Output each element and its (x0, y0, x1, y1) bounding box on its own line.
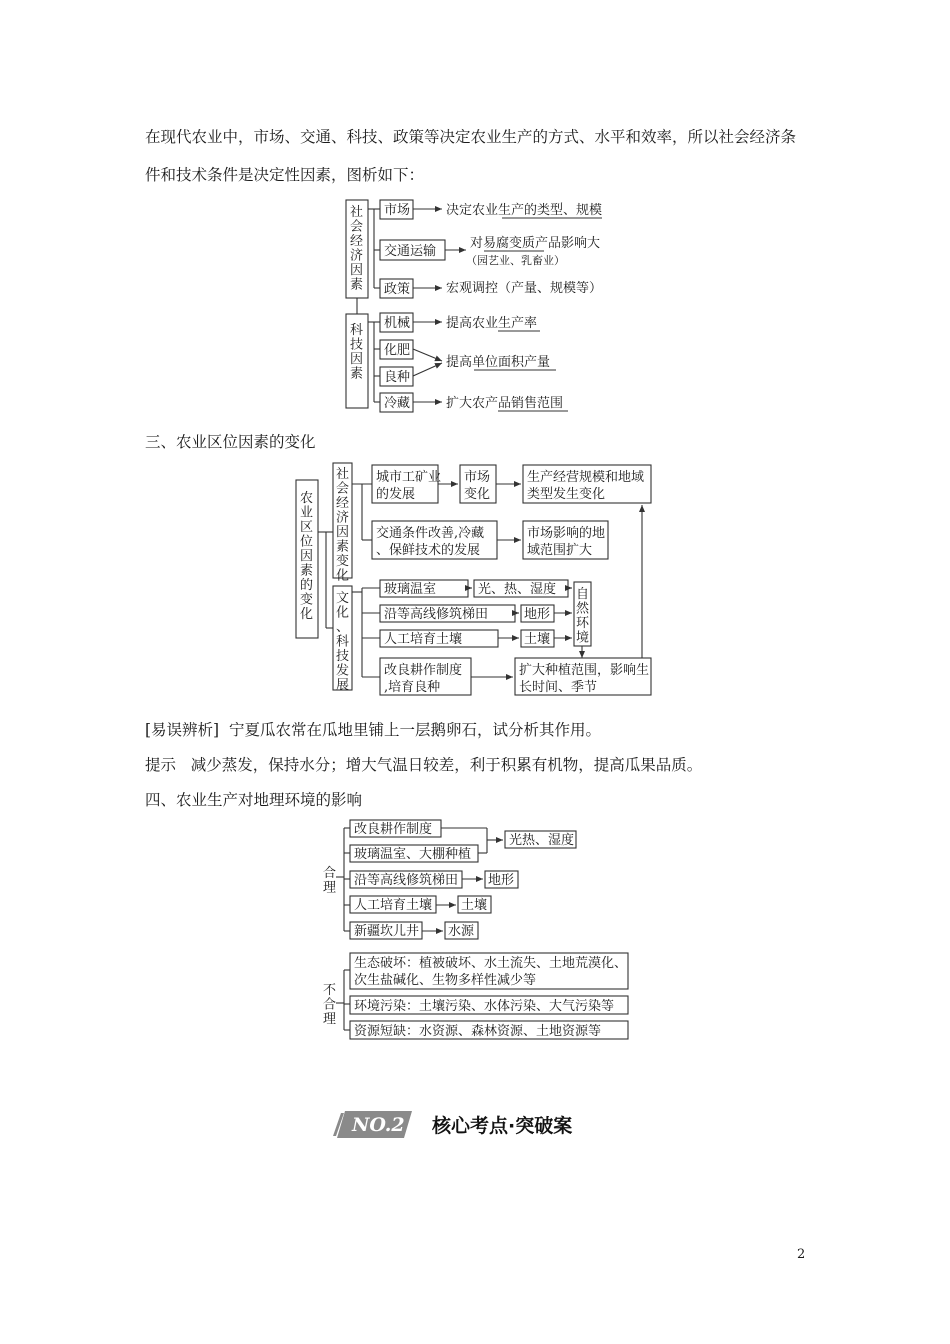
scale-change-label: 生产经营规模和地域类型发生变化 (527, 470, 645, 502)
intro-line-1: 在现代农业中，市场、交通、科技、政策等决定农业生产的方式、水平和效率，所以社会经济条 (145, 128, 797, 146)
seed-label: 良种 (384, 370, 411, 385)
section3-heading: 三、农业区位因素的变化 (145, 433, 316, 451)
r3-effect-label: 地形 (488, 873, 515, 888)
expand-range-label: 扩大种植范围，影响生长时间、季节 (519, 663, 650, 695)
transport-effect-note: （园艺业、乳畜业） (466, 254, 565, 267)
u2-label: 环境污染：土壤污染、水体污染、大气污染等 (354, 999, 615, 1014)
r4-effect-label: 土壤 (461, 898, 488, 913)
improve-farming-label: 改良耕作制度,培育良种 (384, 663, 463, 695)
terrace-label: 沿等高线修筑梯田 (384, 607, 489, 622)
soil-label: 土壤 (524, 632, 551, 647)
diagram-impact (323, 820, 628, 1039)
market-effect: 决定农业生产的类型、规模 (446, 203, 603, 218)
transport-label: 交通运输 (384, 244, 437, 259)
hint-text: 减少蒸发，保持水分；增大气温日较差，利于积累有机物，提高瓜果品质。 (190, 756, 703, 774)
policy-label: 政策 (384, 282, 411, 297)
fertilizer-label: 化肥 (384, 343, 411, 358)
mistake-tag: [易误辨析] (145, 721, 220, 739)
social-change-label: 社会经济因素变化 (336, 467, 350, 584)
r12-effect-label: 光热、湿度 (509, 833, 575, 848)
r4-label: 人工培育土壤 (354, 898, 433, 913)
terrain-label: 地形 (524, 607, 551, 622)
r1-label: 改良耕作制度 (354, 822, 433, 837)
mistake-text: 宁夏瓜农常在瓜地里铺上一层鹅卵石，试分析其作用。 (228, 721, 601, 739)
u1-line1: 生态破坏：植被破坏、水土流失、土地荒漠化、 (354, 956, 628, 971)
section-banner (333, 1111, 572, 1138)
market-range-label: 市场影响的地域范围扩大 (527, 526, 606, 558)
natural-env-label: 自然环境 (576, 587, 590, 646)
market-label: 市场 (384, 203, 411, 218)
u3-label: 资源短缺：水资源、森林资源、土地资源等 (354, 1024, 602, 1039)
root-label: 农业区位因素的变化 (300, 491, 314, 622)
diagram-factor-change (296, 463, 651, 695)
artificial-soil-label: 人工培育土壤 (384, 632, 463, 647)
intro-line-2: 件和技术条件是决定性因素，图析如下： (145, 166, 425, 184)
r3-label: 沿等高线修筑梯田 (354, 873, 459, 888)
banner-title: 核心考点·突破案 (432, 1115, 573, 1137)
cold-storage-effect: 扩大农产品销售范围 (446, 396, 564, 411)
section4-heading: 四、农业生产对地理环境的影响 (145, 791, 363, 809)
diagram-factors (346, 200, 602, 412)
unreasonable-label: 不合理 (323, 983, 337, 1027)
hint-label: 提示 (145, 756, 177, 774)
greenhouse-label: 玻璃温室 (384, 582, 437, 597)
transport-effect: 对易腐变质产品影响大 (470, 236, 601, 251)
u1-line2: 次生盐碱化、生物多样性减少等 (354, 973, 537, 988)
social-economic-factor-label: 社会经济因素 (350, 205, 364, 293)
urban-label: 城市工矿业的发展 (376, 470, 442, 502)
machinery-label: 机械 (384, 316, 411, 331)
market-change-label: 市场变化 (464, 470, 491, 502)
banner-badge-label: NO.2 (352, 1114, 405, 1136)
r5-effect-label: 水源 (448, 924, 475, 939)
r2-label: 玻璃温室、大棚种植 (354, 847, 472, 862)
culture-tech-label: 文化、科技发展 (336, 591, 350, 693)
policy-effect: 宏观调控（产量、规模等） (446, 281, 603, 296)
page-number: 2 (797, 1247, 806, 1262)
reasonable-label: 合理 (323, 866, 337, 896)
transport-improve-label: 交通条件改善,冷藏、保鲜技术的发展 (376, 526, 485, 558)
tech-factor-label: 科技因素 (350, 323, 364, 382)
yield-effect: 提高单位面积产量 (446, 355, 551, 370)
machinery-effect: 提高农业生产率 (446, 316, 538, 331)
light-heat-label: 光、热、湿度 (478, 582, 557, 597)
r5-label: 新疆坎儿井 (354, 924, 420, 939)
cold-storage-label: 冷藏 (384, 396, 411, 411)
